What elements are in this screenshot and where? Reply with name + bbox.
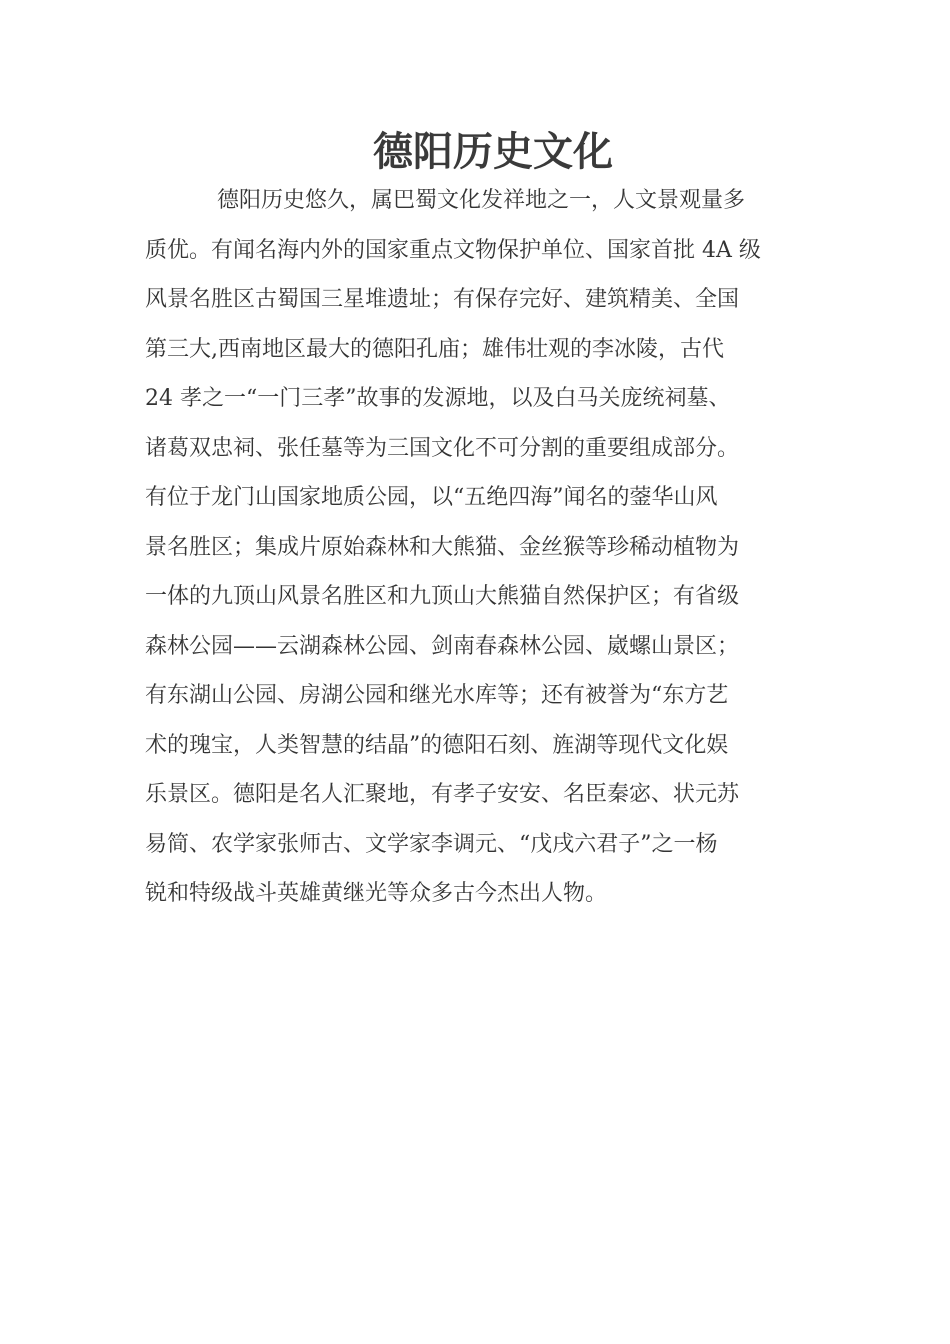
- paragraph-line: 乐景区。德阳是名人汇聚地，有孝子安安、名臣秦宓、状元苏: [145, 782, 740, 807]
- paragraph-line: 24 孝之一“一门三孝”故事的发源地，以及白马关庞统祠墓、: [145, 386, 731, 411]
- paragraph-line: 有位于龙门山国家地质公园，以“五绝四海”闻名的蓥华山风: [145, 485, 718, 510]
- paragraph-line: 德阳历史悠久，属巴蜀文化发祥地之一，人文景观量多: [217, 188, 746, 213]
- paragraph-line: 锐和特级战斗英雄黄继光等众多古今杰出人物。: [145, 881, 608, 906]
- document-title: 德阳历史文化: [373, 129, 613, 175]
- paragraph-line: 质优。有闻名海内外的国家重点文物保护单位、国家首批 4A 级: [145, 237, 761, 263]
- paragraph-line: 有东湖山公园、房湖公园和继光水库等；还有被誉为“东方艺: [145, 683, 729, 708]
- paragraph-line: 术的瑰宝，人类智慧的结晶”的德阳石刻、旌湖等现代文化娱: [145, 732, 729, 758]
- paragraph-line: 诸葛双忠祠、张任墓等为三国文化不可分割的重要组成部分。: [145, 435, 740, 461]
- paragraph-line: 易简、农学家张师古、文学家李调元、“戊戌六君子”之一杨: [145, 831, 718, 857]
- paragraph-line: 一体的九顶山风景名胜区和九顶山大熊猫自然保护区；有省级: [145, 584, 740, 609]
- paragraph-line: 风景名胜区古蜀国三星堆遗址；有保存完好、建筑精美、全国: [145, 287, 740, 312]
- paragraph-line: 森林公园——云湖森林公园、剑南春森林公园、崴螺山景区；: [145, 633, 740, 659]
- body-paragraph: [145, 176, 805, 919]
- paragraph-line: 第三大,西南地区最大的德阳孔庙；雄伟壮观的李冰陵，古代: [145, 336, 724, 362]
- paragraph-line: 景名胜区；集成片原始森林和大熊猫、金丝猴等珍稀动植物为: [145, 534, 740, 560]
